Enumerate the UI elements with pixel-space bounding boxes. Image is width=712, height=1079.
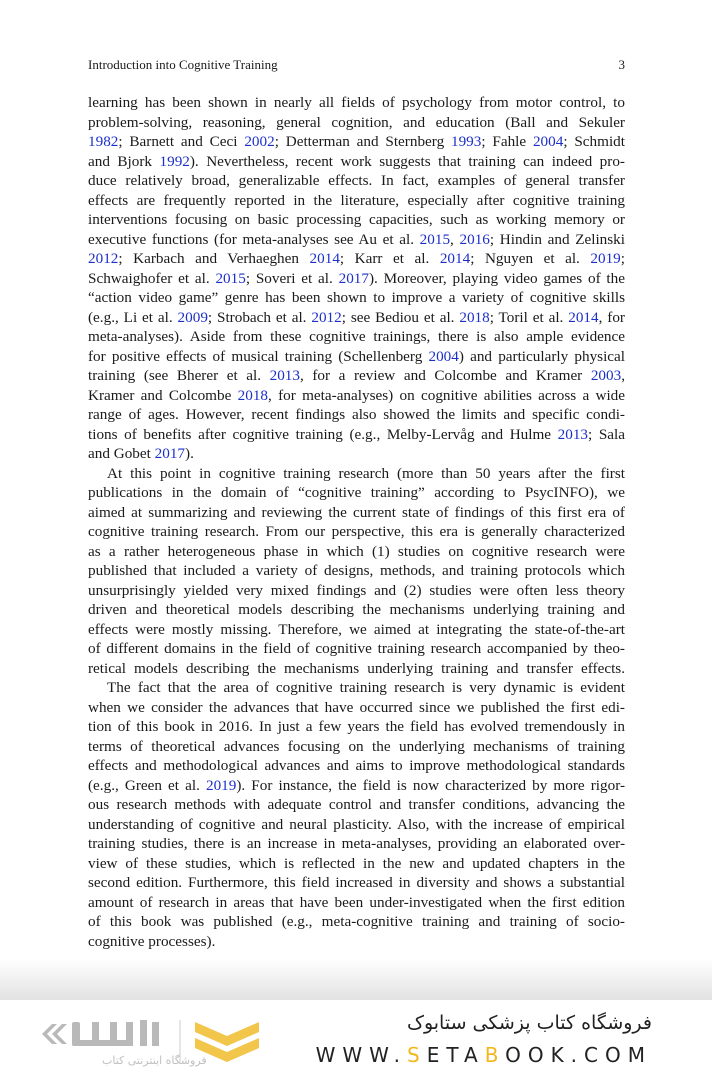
setabook-logo <box>30 1012 280 1072</box>
text-segment: as a rather heterogeneous phase in which (1) studies on cognitive research were <box>88 542 625 560</box>
citation-link[interactable]: 2015 <box>215 269 246 287</box>
text-segment: “action video game” genre has been shown to improve a variety of cognitive skills <box>88 289 625 306</box>
citation-link[interactable]: 2009 <box>177 308 208 326</box>
text-segment: range of ages. However, recent findings also showed the limits and specific condi- <box>88 406 625 423</box>
text-line <box>88 366 625 386</box>
citation-link[interactable]: 1993 <box>450 133 482 150</box>
citation-link[interactable]: 2014 <box>568 308 599 326</box>
text-segment: ous research methods with adequate control and transfer conditions, advancing the <box>88 796 625 813</box>
text-line <box>88 542 625 562</box>
citation-link[interactable]: 2019 <box>590 250 621 267</box>
citation-link[interactable]: 2004 <box>532 133 564 150</box>
text-segment: meta-analyses). Aside from these cognitive trainings, there is also ample evidence <box>88 328 625 345</box>
text-line <box>88 444 625 464</box>
text-segment: unsurprisingly yielded very mixed findings and (2) studies were often less theory <box>88 581 625 599</box>
text-line <box>88 171 625 191</box>
citation-link[interactable]: 2017 <box>338 269 369 287</box>
running-header <box>88 57 625 73</box>
text-segment: ; Toril et al. <box>489 308 569 326</box>
text-segment: when we consider the advances that have occurred since we published the first edi- <box>88 698 625 716</box>
text-line <box>88 113 625 133</box>
citation-link[interactable]: 2014 <box>309 250 340 267</box>
text-line <box>88 834 625 854</box>
url-part: WWW. <box>315 1043 408 1067</box>
text-segment: ; Nguyen et al. <box>470 250 591 267</box>
citation-link[interactable]: 2018 <box>237 386 269 404</box>
text-line <box>88 347 625 367</box>
text-segment: understanding of cognitive and neural plasticity. Also, with the increase of empirical <box>88 815 625 833</box>
text-segment: for positive effects of musical training (Schellenberg <box>88 347 429 365</box>
text-line <box>88 386 625 406</box>
text-segment: driven and theoretical models describing the mechanisms underlying training and <box>88 601 625 618</box>
citation-link[interactable]: 2014 <box>439 250 471 267</box>
citation-link[interactable]: 1982 <box>88 133 119 150</box>
text-line <box>88 678 625 698</box>
text-segment: ; Fahle <box>481 133 533 150</box>
text-line <box>88 561 625 581</box>
text-segment: cognitive training research. From our perspective, this era is generally characterized <box>88 523 625 540</box>
text-segment: effects and methodological advances and aims to improve methodological standards <box>88 757 625 774</box>
text-segment: and Bjork <box>88 152 160 170</box>
shop-name: فروشگاه کتاب پزشکی ستابوک <box>406 1012 652 1034</box>
text-line <box>88 815 625 835</box>
text-segment: effects are frequently reported in the literature, especially after cognitive training <box>88 191 625 209</box>
url-part: B <box>484 1043 506 1067</box>
text-segment: ). Nevertheless, recent work suggests that training can indeed pro- <box>189 152 625 170</box>
text-segment: ). Moreover, playing video games of the <box>368 269 625 287</box>
text-segment: duce relatively broad, generalizable effects. In fact, examples of general transfer <box>88 172 625 189</box>
text-line <box>88 210 625 230</box>
text-line <box>88 93 625 113</box>
text-segment: training studies, there is an increase in meta-analyses, providing an elaborated over- <box>88 835 625 852</box>
text-segment: At this point in cognitive training research (more than 50 years after the first <box>107 464 625 482</box>
text-segment: , <box>621 367 625 384</box>
text-segment: amount of research in areas that have been under-investigated when the first edition <box>88 893 625 911</box>
text-segment: retical models describing the mechanisms underlying training and transfer effects. <box>88 659 625 677</box>
text-line <box>88 249 625 269</box>
citation-link[interactable]: 2015 <box>419 230 451 248</box>
url-part: ETA <box>426 1043 485 1067</box>
text-segment: ; Karbach and Verhaeghen <box>118 250 310 267</box>
text-line <box>88 425 625 445</box>
body-text <box>88 93 625 951</box>
text-segment: and Gobet <box>88 445 155 462</box>
text-line <box>88 503 625 523</box>
text-line <box>88 522 625 542</box>
text-line <box>88 620 625 640</box>
text-segment: terms of theoretical advances focusing on the underlying mechanisms of training <box>88 737 625 755</box>
text-segment: ; Hindin and Zelinski <box>489 230 625 248</box>
text-segment: Schwaighofer et al. <box>88 269 216 287</box>
citation-link[interactable]: 2018 <box>459 308 490 326</box>
text-segment: ; Soveri et al. <box>245 269 339 287</box>
text-segment: tion of this book in 2016. In just a few years the field has evolved tremendously in <box>88 718 625 735</box>
text-line <box>88 405 625 425</box>
text-segment: aimed at summarizing and reviewing the current state of findings of this first era of <box>88 503 625 521</box>
text-segment: ; Strobach et al. <box>207 308 312 326</box>
text-segment: interventions focusing on basic processing capacities, such as working memory or <box>88 211 625 228</box>
text-line <box>88 191 625 211</box>
text-line <box>88 152 625 172</box>
citation-link[interactable]: 2013 <box>557 425 589 443</box>
text-line <box>88 756 625 776</box>
text-line <box>88 464 625 484</box>
text-line <box>88 269 625 289</box>
citation-link[interactable]: 1992 <box>159 152 190 170</box>
page-number: 3 <box>618 57 625 72</box>
text-segment: , for meta-analyses) on cognitive abilities across a wide <box>268 386 626 404</box>
running-title: Introduction into Cognitive Training <box>88 57 278 72</box>
text-line <box>88 600 625 620</box>
text-line <box>88 776 625 796</box>
text-line <box>88 308 625 328</box>
text-segment: tions of benefits after cognitive training (e.g., Melby-Lervåg and Hulme <box>88 425 558 443</box>
text-segment: cognitive processes). <box>88 932 216 950</box>
citation-link[interactable]: 2017 <box>154 445 186 462</box>
text-segment: of this book was published (e.g., meta-cognitive training and training of socio- <box>88 913 625 930</box>
citation-link[interactable]: 2012 <box>311 308 342 326</box>
text-line <box>88 698 625 718</box>
text-line <box>88 581 625 601</box>
url-part: OOK.COM <box>505 1043 652 1067</box>
text-line <box>88 873 625 893</box>
text-segment: problem-solving, reasoning, general cognition, and education (Ball and Sekuler <box>88 113 625 131</box>
text-segment: ; Karr et al. <box>339 250 440 267</box>
citation-link[interactable]: 2002 <box>244 133 275 150</box>
text-segment: , for <box>598 308 625 326</box>
text-line <box>88 483 625 503</box>
text-line <box>88 132 625 152</box>
text-segment: executive functions (for meta-analyses see Au et al. <box>88 230 420 248</box>
text-segment: training (see Bherer et al. <box>88 367 270 384</box>
text-segment: effects were mostly missing. Therefore, we aimed at integrating the state-of-the-art <box>88 620 625 638</box>
text-segment: Kramer and Colcombe <box>88 386 238 404</box>
text-line <box>88 854 625 874</box>
citation-link[interactable]: 2019 <box>205 776 237 794</box>
text-line <box>88 893 625 913</box>
citation-link[interactable]: 2004 <box>428 347 459 365</box>
text-line <box>88 912 625 932</box>
paragraph <box>88 93 625 464</box>
text-segment: ; <box>620 250 625 267</box>
text-segment: ; Barnett and Ceci <box>118 133 245 150</box>
paragraph <box>88 464 625 679</box>
page-shadow <box>0 958 712 1000</box>
paragraph <box>88 678 625 951</box>
text-segment: learning has been shown in nearly all fields of psychology from motor control, to <box>88 94 625 111</box>
text-segment: ; Sala <box>588 425 625 443</box>
citation-link[interactable]: 2013 <box>269 367 300 384</box>
logo-subtitle: فروشگاه اینترنتی کتاب <box>102 1054 207 1067</box>
text-segment: ; Detterman and Sternberg <box>274 133 451 150</box>
text-segment: of different domains in the field of cognitive training research accompanied by theo- <box>88 640 625 657</box>
text-line <box>88 230 625 250</box>
url-part: S <box>407 1043 427 1067</box>
text-segment: ) and particularly physical <box>458 347 625 365</box>
text-segment: ). <box>185 445 194 462</box>
shop-url <box>316 1043 652 1067</box>
text-segment: view of these studies, which is reflected in the new and updated chapters in the <box>88 854 625 872</box>
text-line <box>88 717 625 737</box>
citation-link[interactable]: 2003 <box>590 367 622 384</box>
text-segment: , <box>450 230 460 248</box>
text-line <box>88 737 625 757</box>
citation-link[interactable]: 2012 <box>88 250 119 267</box>
text-line <box>88 288 625 308</box>
text-segment: publications in the domain of “cognitive training” according to PsycINFO), we <box>88 484 625 501</box>
text-line <box>88 932 625 952</box>
text-segment: published that included a variety of designs, methods, and training protocols which <box>88 562 625 579</box>
text-segment: ; see Bediou et al. <box>341 308 460 326</box>
text-line <box>88 327 625 347</box>
citation-link[interactable]: 2016 <box>459 230 490 248</box>
text-line <box>88 795 625 815</box>
text-segment: , for a review and Colcombe and Kramer <box>299 367 591 384</box>
text-segment: The fact that the area of cognitive training research is very dynamic is evident <box>107 679 625 696</box>
text-segment: (e.g., Li et al. <box>88 308 178 326</box>
watermark-footer <box>0 1000 712 1079</box>
text-segment: second edition. Furthermore, this field increased in diversity and shows a substantial <box>88 874 625 891</box>
text-line <box>88 639 625 659</box>
text-line <box>88 659 625 679</box>
text-segment: (e.g., Green et al. <box>88 776 206 794</box>
text-segment: ). For instance, the field is now characterized by more rigor- <box>236 776 626 794</box>
text-segment: ; Schmidt <box>563 133 625 150</box>
